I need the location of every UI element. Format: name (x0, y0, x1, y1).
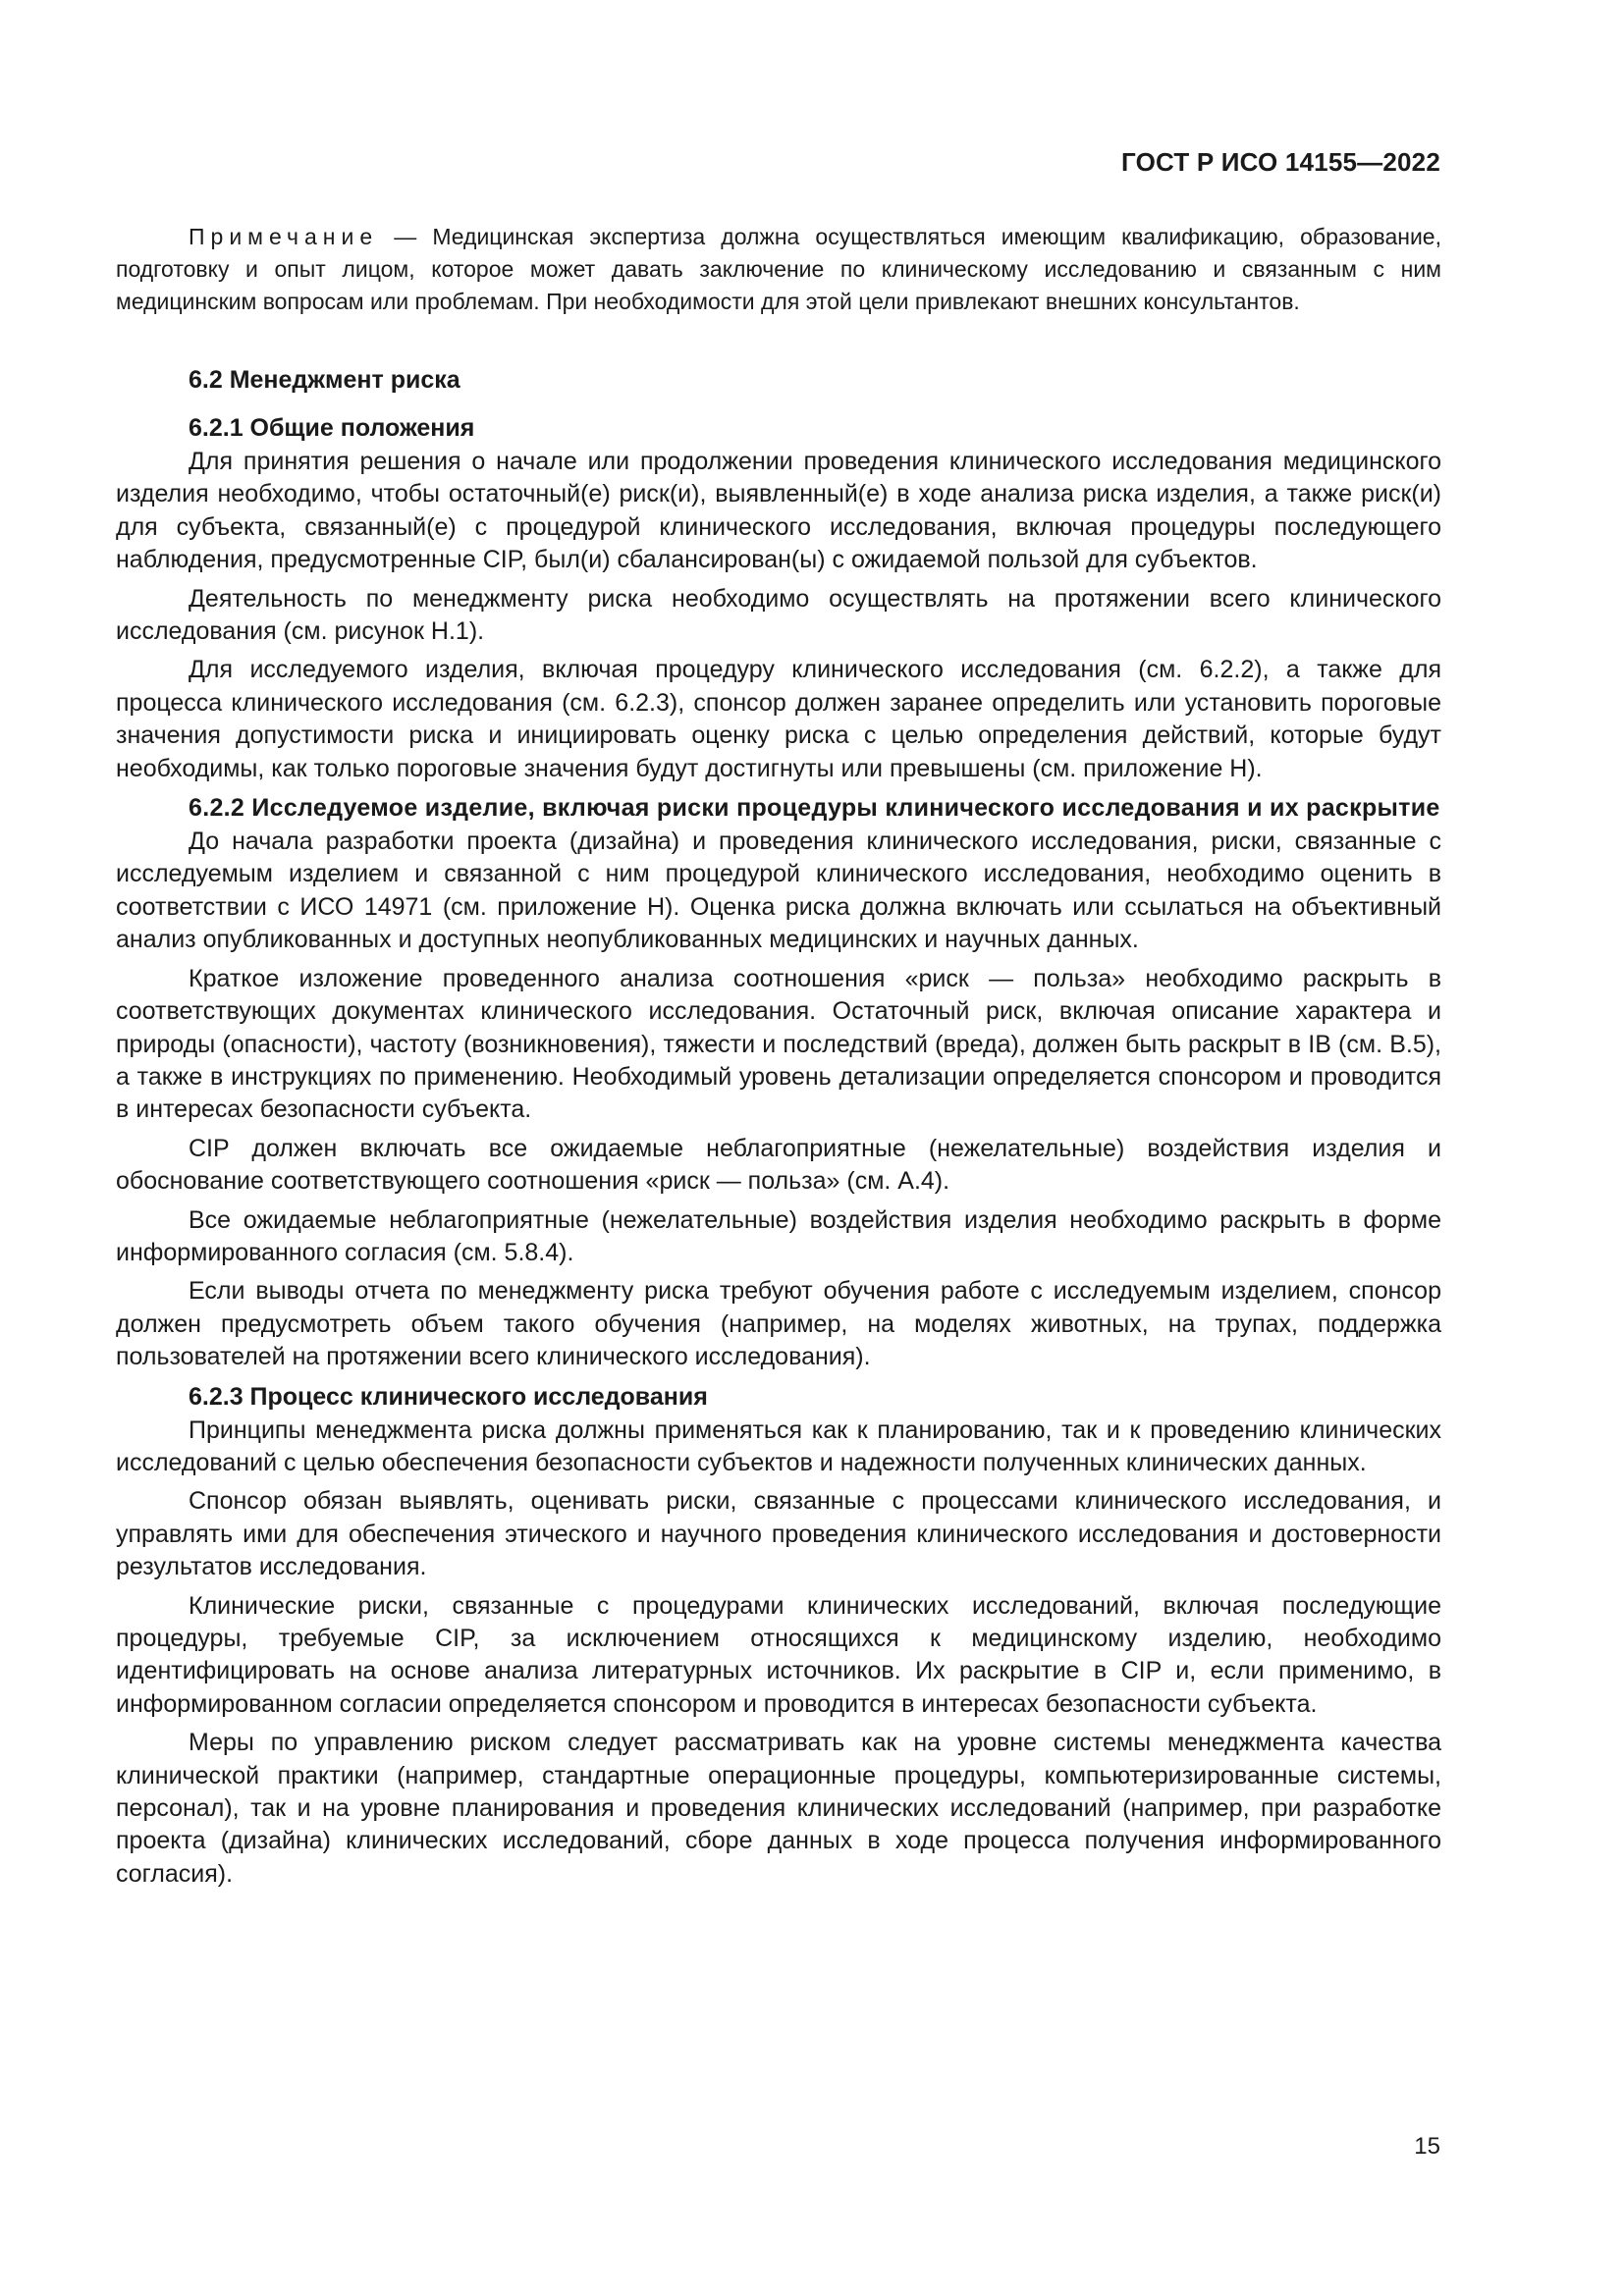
note-label: Примечание (189, 224, 379, 249)
section-6-2-3-paragraph-4: Меры по управлению риском следует рассматривать как на уровне системы менеджмента качества клинической практики (например, стандартные операционные процедуры, компьютеризированные системы, персонал), так и на уровне планирования и проведения клинических исследований (например, при разработке проекта (дизайна) клинических исследований, сборе данных в ходе процесса получения информированного согласия). (116, 1729, 1441, 1888)
section-6-2-1-paragraph-2: Деятельность по менеджменту риска необходимо осуществлять на протяжении всего клинического исследования (см. рисунок Н.1). (116, 584, 1441, 646)
section-6-2-2-paragraph-2: Краткое изложение проведенного анализа соотношения «риск — польза» необходимо раскрыть в соответствующих документах клинического исследования. Остаточный риск, включая описание характера и природы (опасности), частоту (возникновения), тяжести и последствий (вреда), должен быть раскрыт в IB (см. В.5), а также в инструкциях по применению. Необходимый уровень детализации определяется спонсором и проводится в интересах безопасности субъекта. (116, 964, 1441, 1124)
section-6-2-2-paragraph-4: Все ожидаемые неблагоприятные (нежелательные) воздействия изделия необходимо раскрыть в форме информированного согласия (см. 5.8.4). (116, 1205, 1441, 1266)
section-6-2-2-paragraph-3: CIP должен включать все ожидаемые неблагоприятные (нежелательные) воздействия изделия и обоснование соответствующего соотношения «риск — польза» (см. А.4). (116, 1134, 1441, 1196)
section-6-2-3-paragraph-3: Клинические риски, связанные с процедурами клинических исследований, включая последующие процедуры, требуемые CIP, за исключением относящихся к медицинскому изделию, необходимо идентифицировать на основе анализа литературных источников. Их раскрытие в CIP и, если применимо, в информированном согласии определяется спонсором и проводится в интересах безопасности субъекта. (116, 1591, 1441, 1718)
page-content (116, 221, 1441, 1896)
section-6-2-3-paragraph-2: Спонсор обязан выявлять, оценивать риски, связанные с процессами клинического исследования, и управлять ими для обеспечения этического и научного проведения клинического исследования и достоверности результатов исследования. (116, 1487, 1441, 1581)
note-text: — Медицинская экспертиза должна осуществляться имеющим квалификацию, образование, подготовку и опыт лицом, которое может давать заключение по клиническому исследованию и связанным с ним медицинским вопросам или проблемам. При необходимости для этой цели привлекают внешних консультантов. (116, 224, 1441, 314)
document-code-header: ГОСТ Р ИСО 14155—2022 (1120, 147, 1440, 177)
section-6-2-1-paragraph-3: Для исследуемого изделия, включая процедуру клинического исследования (см. 6.2.2), а также для процесса клинического исследования (см. 6.2.3), спонсор должен заранее определить или установить пороговые значения допустимости риска и инициировать оценку риска с целью определения действий, которые будут необходимы, как только пороговые значения будут достигнуты или превышены (см. приложение Н). (116, 656, 1441, 782)
section-6-2-3-title: 6.2.3 Процесс клинического исследования (189, 1382, 708, 1411)
section-6-2-title: 6.2 Менеджмент риска (189, 366, 460, 394)
page-number: 15 (1414, 2133, 1440, 2160)
section-6-2-1-title: 6.2.1 Общие положения (189, 414, 475, 442)
section-6-2-1-paragraph-1: Для принятия решения о начале или продолжении проведения клинического исследования медицинского изделия необходимо, чтобы остаточный(е) риск(и), выявленный(е) в ходе анализа риска изделия, а также риск(и) для субъекта, связанный(е) с процедурой клинического исследования, включая процедуры последующего наблюдения, предусмотренные CIP, был(и) сбалансирован(ы) с ожидаемой пользой для субъектов. (116, 448, 1441, 574)
section-6-2-2-paragraph-1: До начала разработки проекта (дизайна) и проведения клинического исследования, риски, связанные с исследуемым изделием и связанной с ним процедурой клинического исследования, необходимо оценить в соответствии с ИСО 14971 (см. приложение Н). Оценка риска должна включать или ссылаться на объективный анализ опубликованных и доступных неопубликованных медицинских и научных данных. (116, 828, 1441, 954)
section-6-2-3-paragraph-1: Принципы менеджмента риска должны применяться как к планированию, так и к проведению клинических исследований с целью обеспечения безопасности субъектов и надежности полученных клинических данных. (116, 1415, 1441, 1476)
section-6-2-2-title: 6.2.2 Исследуемое изделие, включая риски процедуры клинического исследования и их раскрытие (189, 794, 1440, 823)
note-paragraph (116, 221, 1441, 318)
section-6-2-2-paragraph-5: Если выводы отчета по менеджменту риска требуют обучения работе с исследуемым изделием, спонсор должен предусмотреть объем такого обучения (например, на моделях животных, на трупах, поддержка пользователей на протяжении всего клинического исследования). (116, 1277, 1441, 1371)
